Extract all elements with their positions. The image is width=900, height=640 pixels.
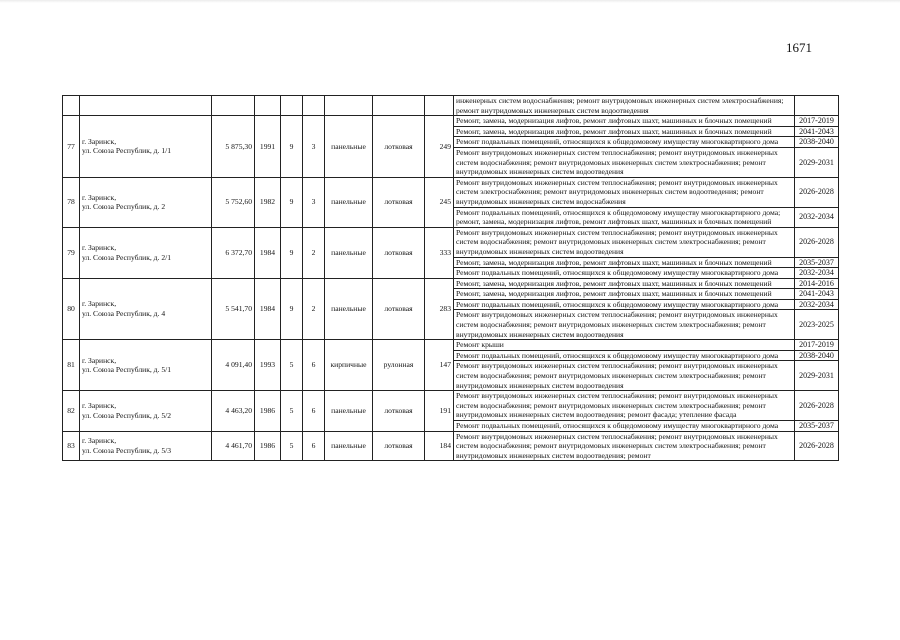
address-cell <box>80 340 212 391</box>
year-cell: 1986 <box>255 391 281 431</box>
work-period-cell: 2041-2043 <box>795 126 839 137</box>
capital-repair-table <box>62 95 839 461</box>
table-row <box>63 96 839 116</box>
area-cell: 6 372,70 <box>212 227 255 278</box>
work-period-cell: 2038-2040 <box>795 350 839 361</box>
residents-cell: 184 <box>425 431 454 461</box>
address-city: г. Заринск, <box>82 136 117 146</box>
work-description-cell: инженерных систем водоснабжения; ремонт внутридомовых инженерных систем электроснабжения; ремонт внутридомовых инженерных систем водоотведения <box>454 96 795 116</box>
floors-cell: 5 <box>281 340 303 391</box>
work-description-cell: Ремонт подвальных помещений, относящихся к общедомовому имуществу многоквартирного дома <box>454 421 795 432</box>
residents-cell: 147 <box>425 340 454 391</box>
wall-material-cell: панельные <box>325 431 373 461</box>
row-number-cell: 83 <box>63 431 80 461</box>
floors-cell <box>281 96 303 116</box>
entrances-cell: 6 <box>303 391 325 431</box>
address-city: г. Заринск, <box>82 401 117 411</box>
residents-cell: 333 <box>425 227 454 278</box>
area-cell: 4 461,70 <box>212 431 255 461</box>
floors-cell: 9 <box>281 177 303 227</box>
table-row <box>63 177 839 207</box>
address-city: г. Заринск, <box>82 192 117 202</box>
area-cell: 5 541,70 <box>212 278 255 340</box>
address-cell <box>80 177 212 227</box>
table-row <box>63 116 839 127</box>
table-row <box>63 391 839 421</box>
area-cell: 4 091,40 <box>212 340 255 391</box>
table-row <box>63 340 839 351</box>
work-description-cell: Ремонт внутридомовых инженерных систем теплоснабжения; ремонт внутридомовых инженерных систем водоснабжения; ремонт внутридомовых инженерных систем электроснабжения; ремонт внутридомовых инженерных систем водоотведения; ремонт фасада; утепление фасада <box>454 391 795 421</box>
work-period-cell: 2023-2025 <box>795 310 839 340</box>
work-description-cell: Ремонт внутридомовых инженерных систем теплоснабжения; ремонт внутридомовых инженерных систем электроснабжения; ремонт внутридомовых инженерных систем водоотведения; ремонт внутридомовых инженерных систем водоснабжения <box>454 177 795 207</box>
address-city: г. Заринск, <box>82 243 117 253</box>
table-row <box>63 431 839 461</box>
work-period-cell: 2038-2040 <box>795 137 839 148</box>
entrances-cell: 6 <box>303 340 325 391</box>
roof-type-cell <box>373 96 425 116</box>
address-street: ул. Союза Республик, д. 4 <box>82 308 166 318</box>
address-city: г. Заринск, <box>82 299 117 309</box>
floors-cell: 9 <box>281 227 303 278</box>
roof-type-cell: лотковая <box>373 278 425 340</box>
table-row <box>63 278 839 289</box>
residents-cell: 245 <box>425 177 454 227</box>
row-number-cell <box>63 96 80 116</box>
wall-material-cell <box>325 96 373 116</box>
work-description-cell: Ремонт, замена, модернизация лифтов, ремонт лифтовых шахт, машинных и блочных помещений <box>454 289 795 300</box>
entrances-cell: 3 <box>303 116 325 178</box>
work-description-cell: Ремонт, замена, модернизация лифтов, ремонт лифтовых шахт, машинных и блочных помещений <box>454 116 795 127</box>
work-description-cell: Ремонт внутридомовых инженерных систем теплоснабжения; ремонт внутридомовых инженерных систем водоснабжения; ремонт внутридомовых инженерных систем электроснабжения; ремонт внутридомовых инженерных систем водоотведения <box>454 147 795 177</box>
row-number-cell: 77 <box>63 116 80 178</box>
work-period-cell: 2026-2028 <box>795 391 839 421</box>
residents-cell: 249 <box>425 116 454 178</box>
scan-edge <box>0 0 900 3</box>
address-street: ул. Союза Республик, д. 2/1 <box>82 252 172 262</box>
row-number-cell: 81 <box>63 340 80 391</box>
entrances-cell: 6 <box>303 431 325 461</box>
work-description-cell: Ремонт крыши <box>454 340 795 351</box>
work-description-cell: Ремонт внутридомовых инженерных систем теплоснабжения; ремонт внутридомовых инженерных систем водоснабжения; ремонт внутридомовых инженерных систем электроснабжения; ремонт внутридомовых инженерных систем водоотведения; ремонт <box>454 431 795 461</box>
work-description-cell: Ремонт подвальных помещений, относящихся к общедомовому имуществу многоквартирного дома; ремонт, замена, модернизация лифтов, ремонт лифтовых шахт, машинных и блочных помещений <box>454 207 795 227</box>
work-description-cell: Ремонт внутридомовых инженерных систем теплоснабжения; ремонт внутридомовых инженерных систем водоснабжения; ремонт внутридомовых инженерных систем электроснабжения; ремонт внутридомовых инженерных систем водоотведения <box>454 310 795 340</box>
address-street: ул. Союза Республик, д. 2 <box>82 202 166 212</box>
year-cell: 1991 <box>255 116 281 178</box>
work-period-cell: 2029-2031 <box>795 147 839 177</box>
work-description-cell: Ремонт, замена, модернизация лифтов, ремонт лифтовых шахт, машинных и блочных помещений <box>454 126 795 137</box>
area-cell: 5 752,60 <box>212 177 255 227</box>
floors-cell: 9 <box>281 116 303 178</box>
roof-type-cell: лотковая <box>373 391 425 431</box>
area-cell: 5 875,30 <box>212 116 255 178</box>
area-cell <box>212 96 255 116</box>
work-period-cell: 2032-2034 <box>795 268 839 279</box>
wall-material-cell: панельные <box>325 391 373 431</box>
page-number: 1671 <box>786 40 812 55</box>
floors-cell: 5 <box>281 391 303 431</box>
work-description-cell: Ремонт подвальных помещений, относящихся к общедомовому имуществу многоквартирного дома <box>454 268 795 279</box>
work-description-cell: Ремонт подвальных помещений, относящихся к общедомовому имуществу многоквартирного дома <box>454 137 795 148</box>
work-period-cell <box>795 96 839 116</box>
entrances-cell <box>303 96 325 116</box>
work-period-cell: 2026-2028 <box>795 177 839 207</box>
year-cell: 1984 <box>255 227 281 278</box>
row-number-cell: 79 <box>63 227 80 278</box>
work-description-cell: Ремонт, замена, модернизация лифтов, ремонт лифтовых шахт, машинных и блочных помещений <box>454 278 795 289</box>
address-cell <box>80 391 212 431</box>
address-cell <box>80 96 212 116</box>
year-cell: 1986 <box>255 431 281 461</box>
work-period-cell: 2032-2034 <box>795 299 839 310</box>
roof-type-cell: лотковая <box>373 116 425 178</box>
residents-cell: 283 <box>425 278 454 340</box>
entrances-cell: 2 <box>303 227 325 278</box>
work-period-cell: 2017-2019 <box>795 116 839 127</box>
year-cell <box>255 96 281 116</box>
work-period-cell: 2026-2028 <box>795 431 839 461</box>
address-street: ул. Союза Республик, д. 5/1 <box>82 365 172 375</box>
residents-cell: 191 <box>425 391 454 431</box>
row-number-cell: 78 <box>63 177 80 227</box>
wall-material-cell: кирпичные <box>325 340 373 391</box>
address-city: г. Заринск, <box>82 436 117 446</box>
entrances-cell: 3 <box>303 177 325 227</box>
work-period-cell: 2035-2037 <box>795 257 839 268</box>
table-row <box>63 227 839 257</box>
floors-cell: 9 <box>281 278 303 340</box>
work-period-cell: 2029-2031 <box>795 361 839 391</box>
table-body <box>63 96 839 461</box>
address-cell <box>80 227 212 278</box>
work-description-cell: Ремонт внутридомовых инженерных систем теплоснабжения; ремонт внутридомовых инженерных систем водоснабжения; ремонт внутридомовых инженерных систем электроснабжения; ремонт внутридомовых инженерных систем водоотведения <box>454 361 795 391</box>
address-street: ул. Союза Республик, д. 5/2 <box>82 410 172 420</box>
entrances-cell: 2 <box>303 278 325 340</box>
work-description-cell: Ремонт внутридомовых инженерных систем теплоснабжения; ремонт внутридомовых инженерных систем водоснабжения; ремонт внутридомовых инженерных систем электроснабжения; ремонт внутридомовых инженерных систем водоотведения <box>454 227 795 257</box>
work-description-cell: Ремонт подвальных помещений, относящихся к общедомовому имуществу многоквартирного дома <box>454 299 795 310</box>
residents-cell <box>425 96 454 116</box>
year-cell: 1984 <box>255 278 281 340</box>
roof-type-cell: рулонная <box>373 340 425 391</box>
work-period-cell: 2014-2016 <box>795 278 839 289</box>
wall-material-cell: панельные <box>325 227 373 278</box>
year-cell: 1993 <box>255 340 281 391</box>
area-cell: 4 463,20 <box>212 391 255 431</box>
wall-material-cell: панельные <box>325 177 373 227</box>
roof-type-cell: лотковая <box>373 227 425 278</box>
wall-material-cell: панельные <box>325 116 373 178</box>
address-street: ул. Союза Республик, д. 5/3 <box>82 445 172 455</box>
address-cell <box>80 116 212 178</box>
work-period-cell: 2035-2037 <box>795 421 839 432</box>
row-number-cell: 80 <box>63 278 80 340</box>
work-description-cell: Ремонт, замена, модернизация лифтов, ремонт лифтовых шахт, машинных и блочных помещений <box>454 257 795 268</box>
roof-type-cell: лотковая <box>373 431 425 461</box>
row-number-cell: 82 <box>63 391 80 431</box>
work-period-cell: 2041-2043 <box>795 289 839 300</box>
year-cell: 1982 <box>255 177 281 227</box>
roof-type-cell: лотковая <box>373 177 425 227</box>
address-street: ул. Союза Республик, д. 1/1 <box>82 146 172 156</box>
work-period-cell: 2032-2034 <box>795 207 839 227</box>
wall-material-cell: панельные <box>325 278 373 340</box>
work-period-cell: 2017-2019 <box>795 340 839 351</box>
work-period-cell: 2026-2028 <box>795 227 839 257</box>
address-cell <box>80 278 212 340</box>
floors-cell: 5 <box>281 431 303 461</box>
address-cell <box>80 431 212 461</box>
address-city: г. Заринск, <box>82 355 117 365</box>
work-description-cell: Ремонт подвальных помещений, относящихся к общедомовому имуществу многоквартирного дома <box>454 350 795 361</box>
